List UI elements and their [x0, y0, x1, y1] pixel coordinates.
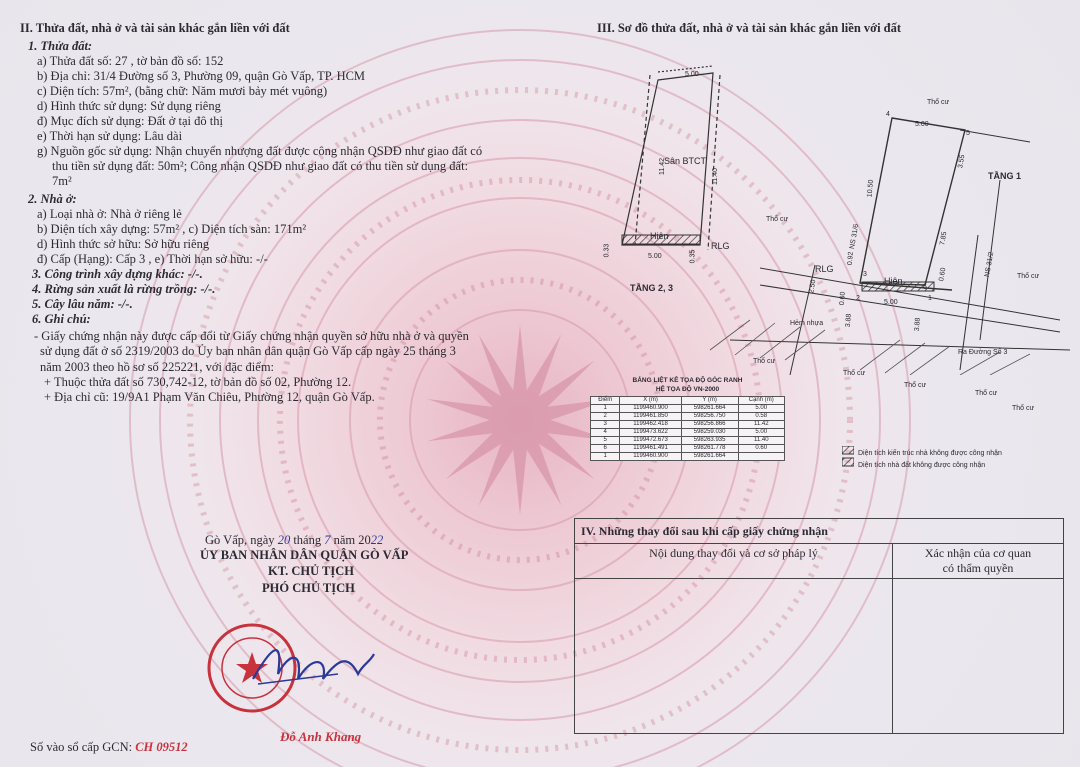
- date-month: 7: [324, 533, 331, 547]
- changes-confirm-cell: [893, 579, 1064, 734]
- label-tho-cu-6: Thổ cư: [904, 382, 927, 389]
- table-row: [591, 413, 785, 421]
- dim-092: 0.92: [846, 251, 855, 266]
- cell: 1199472.673: [620, 437, 681, 445]
- table-row: [591, 405, 785, 413]
- land-area: c) Diện tích: 57m², (bằng chữ: Năm mươi bảy mét vuông): [37, 84, 328, 98]
- cell: 1: [591, 405, 620, 413]
- cell: 0.60: [738, 445, 784, 453]
- land-address: b) Địa chỉ: 31/4 Đường số 3, Phường 09, quận Gò Vấp, TP. HCM: [37, 69, 366, 83]
- changes-content-cell: [575, 579, 893, 734]
- section-2-title: II. Thửa đất, nhà ở và tài sản khác gắn liền với đất: [20, 21, 290, 35]
- floor-1-label: TẦNG 1: [988, 171, 1022, 181]
- cell: 5.00: [738, 405, 784, 413]
- dim-250: 2.50: [808, 279, 818, 294]
- cell: 1199461.491: [620, 445, 681, 453]
- land-origin-line3: 7m²: [52, 174, 72, 188]
- land-use-purpose: đ) Mục đích sử dụng: Đất ở tại đô thị: [37, 114, 223, 128]
- land-parcel-number: a) Thửa đất số: 27 , tờ bản đồ số: 152: [37, 54, 224, 68]
- point-5: 5: [966, 130, 970, 137]
- registry-number: [30, 741, 188, 754]
- cell: 11.40: [738, 437, 784, 445]
- vice-chairman: PHÓ CHỦ TỊCH: [262, 581, 355, 595]
- cell: 598263.935: [681, 437, 738, 445]
- point-6: 6: [923, 284, 927, 291]
- changes-content-header: Nội dung thay đổi và cơ sở pháp lý: [575, 544, 893, 579]
- dim-035: 0.35: [689, 249, 697, 264]
- col-edge: Cạnh (m): [738, 397, 784, 405]
- cell: 1199473.622: [620, 429, 681, 437]
- forest: 4. Rừng sản xuất là rừng trồng: -/-.: [32, 282, 216, 296]
- table-row: [591, 453, 785, 461]
- cell: 5: [591, 437, 620, 445]
- dim-388b: 3.88: [913, 317, 922, 332]
- point-1: 1: [928, 295, 932, 302]
- coordinate-title-2: HỆ TỌA ĐỘ VN-2000: [655, 386, 720, 393]
- label-san-btct: Sân BTCT: [664, 156, 707, 166]
- note-line5: + Địa chỉ cũ: 19/9A1 Phạm Văn Chiêu, Phường 12, quận Gò Vấp.: [44, 390, 375, 404]
- label-ns312: NS 31/2: [984, 251, 996, 278]
- dim-left: 11.42: [659, 158, 666, 175]
- cell: 1199461.850: [620, 413, 681, 421]
- dim-1050: 10.50: [866, 179, 876, 198]
- cell: 1: [591, 453, 620, 461]
- cell: 1199462.418: [620, 421, 681, 429]
- coordinate-table: [590, 376, 785, 461]
- cell: 0.58: [738, 413, 784, 421]
- point-2: 2: [856, 295, 860, 302]
- cell: [738, 453, 784, 461]
- dim-base-2: 5.00: [648, 253, 662, 260]
- land-use-term: e) Thời hạn sử dụng: Lâu dài: [37, 129, 183, 143]
- cell: 598261.664: [681, 405, 738, 413]
- dim-right: 11.40: [712, 168, 719, 185]
- house-area: b) Diện tích xây dựng: 57m² , c) Diện tích sàn: 171m²: [37, 222, 307, 236]
- changes-table: [574, 518, 1064, 734]
- kt-chairman: KT. CHỦ TỊCH: [268, 564, 355, 578]
- signer-name: Đỗ Anh Khang: [280, 729, 362, 744]
- note-line4: + Thuộc thửa đất số 730,742-12, tờ bản đồ số 02, Phường 12.: [44, 375, 352, 389]
- date-prefix: Gò Vấp, ngày: [205, 533, 275, 547]
- changes-confirm-header: [893, 544, 1064, 579]
- date-day: 20: [277, 533, 291, 547]
- label-tho-cu-7: Thổ cư: [975, 390, 998, 397]
- point-3: 3: [863, 271, 867, 278]
- table-row: [591, 421, 785, 429]
- label-hem-nhua: Hẻm nhựa: [790, 320, 824, 327]
- note-line3: năm 2003 theo hồ sơ số 225221, với đặc điểm:: [40, 360, 275, 374]
- cell: 4: [591, 429, 620, 437]
- dim-785: 7.85: [939, 231, 949, 246]
- handwritten-signature: [248, 634, 378, 694]
- dim-top: 5.00: [685, 71, 699, 78]
- col-point: Điểm: [591, 397, 620, 405]
- cell: 11.42: [738, 421, 784, 429]
- land-origin-line1: g) Nguồn gốc sử dụng: Nhận chuyển nhượng đất được công nhận QSDĐ như giao đất có: [37, 144, 483, 158]
- label-hien-1: Hiên: [884, 276, 903, 286]
- notes-heading: 6. Ghi chú:: [32, 312, 91, 326]
- cell: 598261.778: [681, 445, 738, 453]
- note-line1: - Giấy chứng nhận này được cấp đổi từ Giấy chứng nhận quyền sở hữu nhà ở và quyền: [34, 329, 469, 343]
- cell: 598256.866: [681, 421, 738, 429]
- label-tho-cu-5: Thổ cư: [843, 370, 866, 377]
- note-line2: sử dụng đất ở số 2319/2003 do Ủy ban nhân dân quận Gò Vấp cấp ngày 25 tháng 3: [40, 344, 456, 358]
- label-tho-cu-8: Thổ cư: [1012, 405, 1035, 412]
- registry-value: CH 09512: [135, 740, 188, 754]
- dim-060: 0.60: [938, 267, 948, 282]
- label-tho-cu-4: Thổ cư: [753, 358, 776, 365]
- dim-355: 3.55: [957, 154, 967, 169]
- label-rlg-2: RLG: [711, 241, 730, 251]
- section-3-title: III. Sơ đồ thửa đất, nhà ở và tài sản khác gắn liền với đất: [597, 21, 902, 35]
- cell: 3: [591, 421, 620, 429]
- sign-date: [205, 534, 383, 547]
- cell: 1199460.900: [620, 405, 681, 413]
- label-tho-cu-2: Thổ cư: [766, 216, 789, 223]
- label-tho-cu-3: Thổ cư: [1017, 273, 1040, 280]
- dim-top-1: 5.00: [915, 121, 929, 128]
- cell: 598256.750: [681, 413, 738, 421]
- house-grade: đ) Cấp (Hạng): Cấp 3 , e) Thời hạn sở hữu: -/-: [37, 252, 268, 266]
- house-heading: 2. Nhà ở:: [28, 192, 77, 206]
- label-tho-cu-1: Thổ cư: [927, 99, 950, 106]
- floor-2-3-label: TẦNG 2, 3: [630, 283, 674, 293]
- label-road: Ra Đường Số 3: [958, 349, 1008, 356]
- cell: 2: [591, 413, 620, 421]
- land-origin-line2: thu tiền sử dụng đất: 50m²; Công nhận QSDĐ như giao đất có thu tiền sử dụng đất:: [52, 159, 469, 173]
- legend-2: Diện tích nhà đất không được công nhận: [858, 462, 986, 469]
- confirm-line2: có thẩm quyền: [942, 561, 1014, 575]
- label-rlg-1: RLG: [815, 264, 834, 274]
- other-works: 3. Công trình xây dựng khác: -/-.: [32, 267, 203, 281]
- legend-hatch-icon: [842, 446, 854, 468]
- dim-060b: 0.60: [838, 291, 847, 306]
- dim-033: 0.33: [603, 243, 611, 258]
- legend-1: Diện tích kiến trúc nhà không được công nhận: [858, 450, 1002, 457]
- land-heading: 1. Thửa đất:: [28, 39, 93, 53]
- cell: 5.00: [738, 429, 784, 437]
- label-hien-2: Hiên: [650, 231, 669, 241]
- label-ns316: NS 31/6: [849, 223, 861, 250]
- cell: 598261.664: [681, 453, 738, 461]
- cell: 6: [591, 445, 620, 453]
- dim-388a: 3.88: [844, 313, 853, 328]
- coordinate-grid: [590, 396, 785, 461]
- cell: 598259.030: [681, 429, 738, 437]
- land-use-form: d) Hình thức sử dụng: Sử dụng riêng: [37, 99, 221, 113]
- perennial-trees: 5. Cây lâu năm: -/-.: [32, 297, 133, 311]
- cell: 1199460.900: [620, 453, 681, 461]
- confirm-line1: Xác nhận của cơ quan: [924, 546, 1032, 560]
- coordinate-title-1: BẢNG LIỆT KÊ TỌA ĐỘ GÓC RANH: [632, 377, 743, 384]
- date-year-label: năm 20: [333, 533, 371, 547]
- dim-base-1: 5.00: [884, 299, 898, 306]
- issuing-org: ỦY BAN NHÂN DÂN QUẬN GÒ VẤP: [200, 548, 409, 562]
- house-ownership: d) Hình thức sở hữu: Sở hữu riêng: [37, 237, 210, 251]
- table-row: [591, 437, 785, 445]
- point-4: 4: [886, 111, 890, 118]
- house-type: a) Loại nhà ở: Nhà ở riêng lẻ: [37, 207, 182, 221]
- table-row: [591, 445, 785, 453]
- col-y: Y (m): [681, 397, 738, 405]
- section-4-title: IV. Những thay đổi sau khi cấp giấy chứng nhận: [575, 519, 1064, 544]
- date-year: 22: [370, 533, 384, 547]
- col-x: X (m): [620, 397, 681, 405]
- registry-label: Số vào sổ cấp GCN:: [30, 740, 133, 754]
- table-row: [591, 429, 785, 437]
- date-month-label: tháng: [293, 533, 322, 547]
